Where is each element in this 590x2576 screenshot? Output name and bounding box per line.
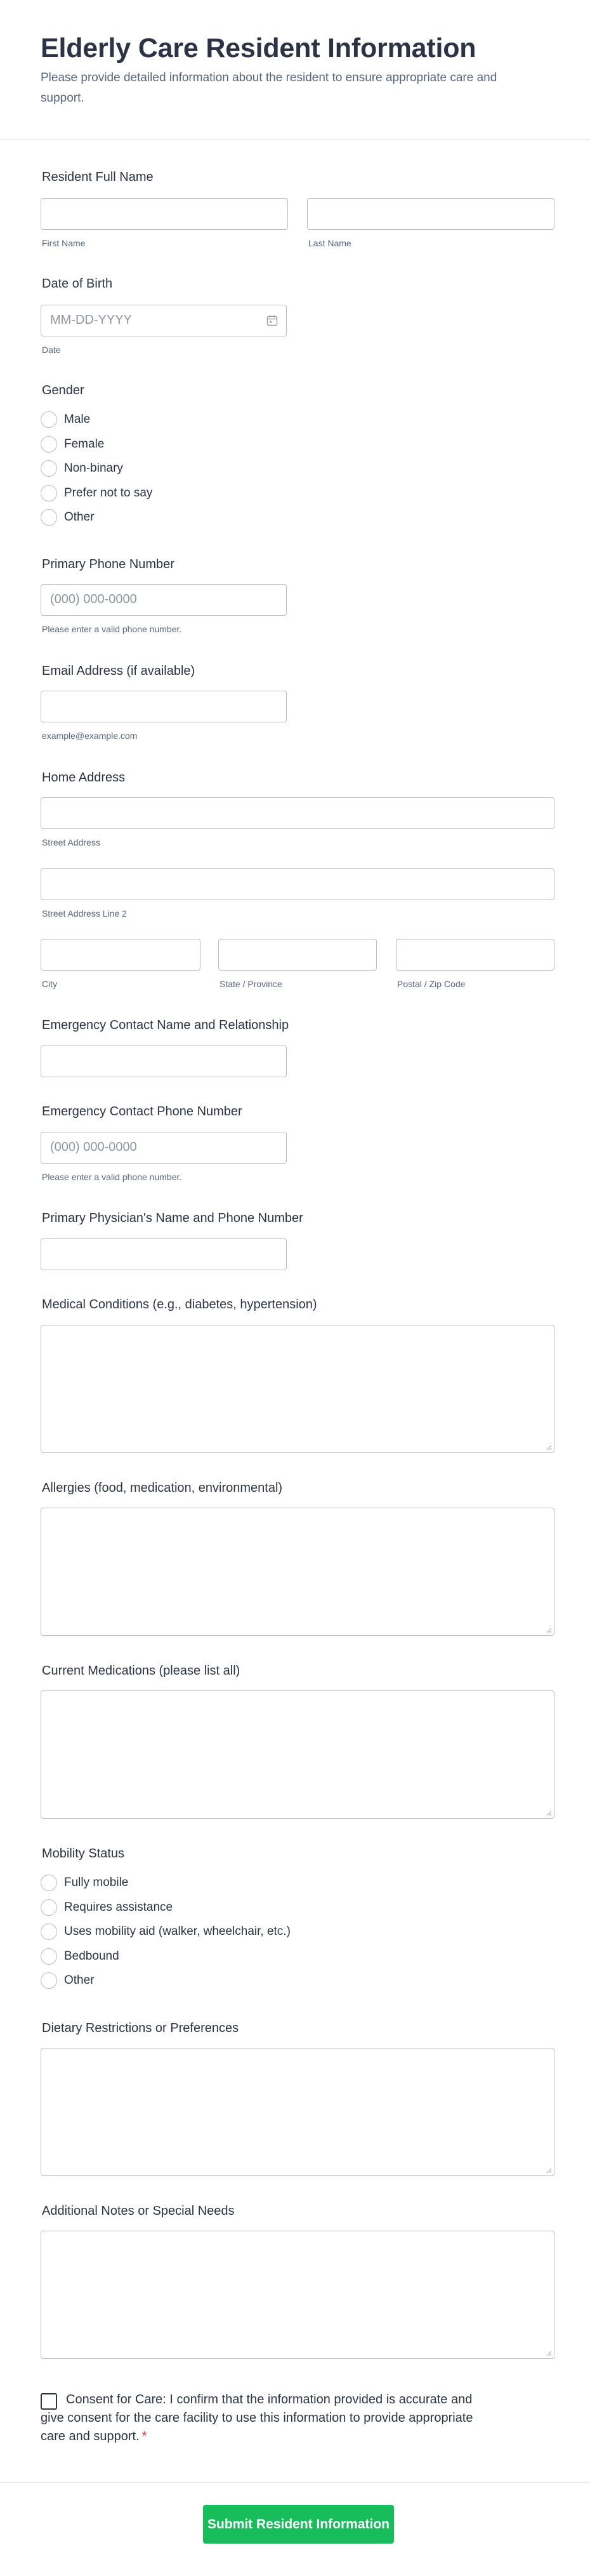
radio-button[interactable] <box>41 460 57 477</box>
radio-label: Bedbound <box>64 1949 119 1963</box>
medications-textarea[interactable] <box>41 1690 554 1819</box>
state-sublabel: State / Province <box>220 979 282 989</box>
radio-label: Other <box>64 1974 95 1987</box>
street-address-sublabel: Street Address <box>42 837 100 847</box>
consent-label: Consent for Care: I confirm that the information provided is accurate and give consent for the care facility to use this information to provide appropriate care and support. <box>41 2393 473 2443</box>
allergies-textarea[interactable] <box>41 1508 554 1636</box>
city-input[interactable] <box>41 939 200 971</box>
radio-label: Prefer not to say <box>64 486 153 500</box>
form-title: Elderly Care Resident Information <box>41 33 476 63</box>
street-address-2-input[interactable] <box>41 868 554 900</box>
email-hint: example@example.com <box>42 731 138 741</box>
medications-label: Current Medications (please list all) <box>42 1664 240 1678</box>
street-address-input[interactable] <box>41 797 554 829</box>
dob-input[interactable] <box>41 305 287 336</box>
form-header <box>0 0 590 140</box>
resize-handle-icon[interactable] <box>546 2167 552 2174</box>
medical-label: Medical Conditions (e.g., diabetes, hypertension) <box>42 1298 317 1311</box>
phone-hint: Please enter a valid phone number. <box>42 624 182 634</box>
first-name-input[interactable] <box>41 198 288 230</box>
street-address-2-sublabel: Street Address Line 2 <box>42 908 127 919</box>
phone-placeholder: (000) 000-0000 <box>50 592 137 606</box>
emergency-name-input[interactable] <box>41 1046 287 1077</box>
dietary-label: Dietary Restrictions or Preferences <box>42 2021 239 2035</box>
phone-label: Primary Phone Number <box>42 557 174 571</box>
city-sublabel: City <box>42 979 58 989</box>
radio-label: Female <box>64 437 105 451</box>
last-name-sublabel: Last Name <box>308 238 351 248</box>
radio-label: Fully mobile <box>64 1876 129 1889</box>
dietary-textarea[interactable] <box>41 2048 554 2176</box>
email-label: Email Address (if available) <box>42 664 195 678</box>
radio-label: Uses mobility aid (walker, wheelchair, etc.) <box>64 1925 291 1938</box>
radio-button[interactable] <box>41 436 57 453</box>
gender-label: Gender <box>42 383 84 397</box>
emergency-name-label: Emergency Contact Name and Relationship <box>42 1018 289 1032</box>
radio-button[interactable] <box>41 1923 57 1940</box>
dob-sublabel: Date <box>42 345 61 355</box>
form-subtitle: Please provide detailed information about the resident to ensure appropriate care and support. <box>41 71 497 105</box>
medical-textarea[interactable] <box>41 1325 554 1453</box>
emergency-phone-hint: Please enter a valid phone number. <box>42 1172 182 1182</box>
dob-label: Date of Birth <box>42 277 113 291</box>
radio-button[interactable] <box>41 1972 57 1989</box>
emergency-phone-label: Emergency Contact Phone Number <box>42 1105 242 1119</box>
mobility-label: Mobility Status <box>42 1847 125 1861</box>
radio-label: Requires assistance <box>64 1901 173 1914</box>
consent-text <box>41 2391 485 2446</box>
notes-label: Additional Notes or Special Needs <box>42 2204 235 2218</box>
submit-button[interactable]: Submit Resident Information <box>203 2505 394 2544</box>
radio-label: Other <box>64 510 95 524</box>
first-name-sublabel: First Name <box>42 238 86 248</box>
physician-input[interactable] <box>41 1238 287 1270</box>
calendar-icon[interactable] <box>266 314 279 327</box>
zip-sublabel: Postal / Zip Code <box>397 979 466 989</box>
full-name-label: Resident Full Name <box>42 170 154 184</box>
physician-label: Primary Physician's Name and Phone Number <box>42 1211 303 1225</box>
resize-handle-icon[interactable] <box>546 1444 552 1451</box>
radio-button[interactable] <box>41 1948 57 1965</box>
zip-input[interactable] <box>396 939 554 971</box>
state-input[interactable] <box>218 939 377 971</box>
radio-button[interactable] <box>41 411 57 428</box>
address-label: Home Address <box>42 771 126 785</box>
last-name-input[interactable] <box>307 198 554 230</box>
footer-divider <box>0 2482 590 2483</box>
dob-placeholder: MM-DD-YYYY <box>50 313 132 327</box>
radio-button[interactable] <box>41 1875 57 1891</box>
email-input[interactable] <box>41 691 287 722</box>
resize-handle-icon[interactable] <box>546 2350 552 2356</box>
resize-handle-icon[interactable] <box>546 1627 552 1633</box>
radio-label: Male <box>64 413 91 426</box>
required-asterisk: * <box>141 2429 147 2443</box>
emergency-phone-input[interactable] <box>41 1132 287 1164</box>
resize-handle-icon[interactable] <box>546 1810 552 1816</box>
consent-checkbox[interactable] <box>41 2393 57 2410</box>
radio-label: Non-binary <box>64 461 123 475</box>
notes-textarea[interactable] <box>41 2231 554 2359</box>
radio-button[interactable] <box>41 509 57 526</box>
radio-button[interactable] <box>41 1899 57 1916</box>
emergency-phone-placeholder: (000) 000-0000 <box>50 1140 137 1154</box>
phone-input[interactable] <box>41 584 287 616</box>
allergies-label: Allergies (food, medication, environmental) <box>42 1481 283 1495</box>
radio-button[interactable] <box>41 485 57 501</box>
